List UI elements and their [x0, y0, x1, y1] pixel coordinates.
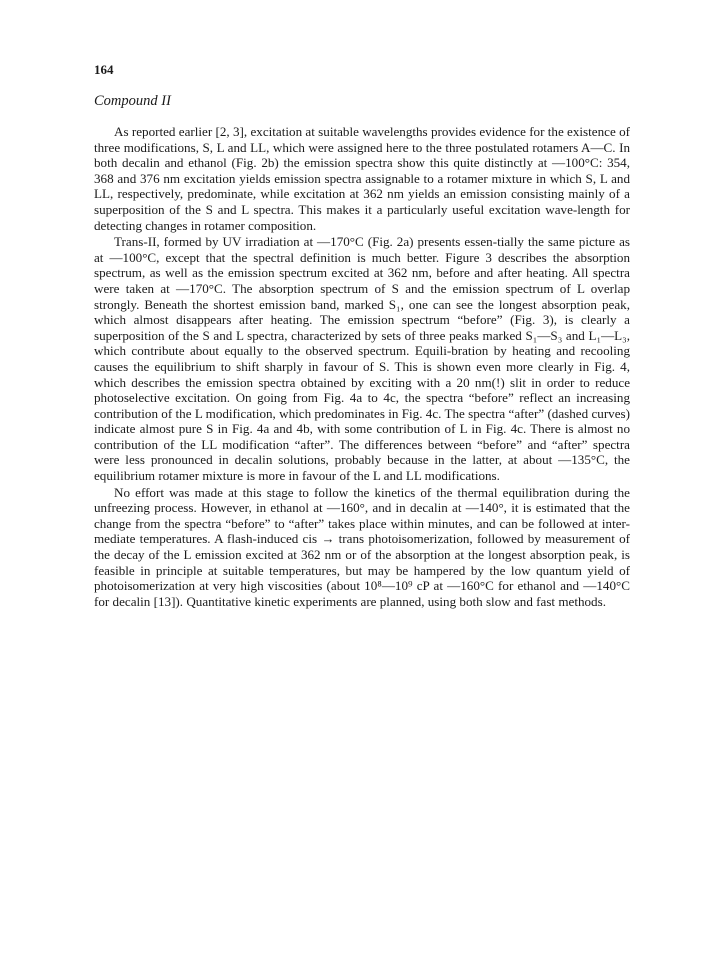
paragraph: No effort was made at this stage to follow the kinetics of the thermal equilibration during the unfreezing process. However, in ethanol at —160°, and in decalin at —140°, it is estimated that the change from the spectra “before” to “after” takes place within minutes, and can be followed at inter-mediate temperatures. A flash-induced cis → trans photoisomerization, followed by measurement of the decay of the L emission excited at 362 nm or of the absorption at the longest absorption peak, is feasible in principle at suitable temperatures, but may be hampered by the low quantum yield of photoisomerization at very high viscosities (about 10⁸—10⁹ cP at —160°C for ethanol and —140°C for decalin [13]). Quantitative kinetic experiments are planned, using both slow and fast methods. [94, 484, 630, 609]
body-text [94, 124, 630, 609]
section-heading: Compound II [94, 93, 171, 109]
paragraph: Trans-II, formed by UV irradiation at —170°C (Fig. 2a) presents essen-tially the same picture as at —100°C, except that the spectral definition is much better. Figure 3 describes the absorption spectrum, as well as the emission spectrum excited at 362 nm, before and after heating. All spectra were taken at —170°C. The absorption spectrum of S and the emission spectrum of L overlap strongly. Beneath the shortest emission band, marked S₁, one can see the longest absorption peak, which almost disappears after heating. The emission spectrum “before” (Fig. 3), is clearly a superposition of the S and L spectra, characterized by sets of three peaks marked S₁—S₃ and L₁—L₃, which contribute about equally to the observed spectrum. Equili-bration by heating and recooling causes the equilibrium to shift sharply in favour of S. This is shown even more clearly in Fig. 4, which describes the emission spectra obtained by exciting with a 20 nm(!) slit in order to reduce photoselective excitation. On going from Fig. 4a to 4c, the spectra “before” reflect an increasing contribution of the L modification, which predominates in Fig. 4c. The spectra “after” (dashed curves) indicate almost pure S in Fig. 4a and 4b, with some contribution of L in Fig. 4c. There is almost no contribution of the LL modification “after”. The differences between “before” and “after” spectra were less pronounced in decalin solutions, probably because in the latter, at about —135°C, the equilibrium rotamer mixture is more in favour of the L and LL modifications. [94, 234, 630, 484]
paragraph: As reported earlier [2, 3], excitation at suitable wavelengths provides evidence for the existence of three modifications, S, L and LL, which were assigned here to the three postulated rotamers A—C. In both decalin and ethanol (Fig. 2b) the emission spectra show this quite distinctly at —100°C: 354, 368 and 376 nm excitation yields emission spectra assignable to a rotamer mixture in which S, L and LL, respectively, predominate, while excitation at 362 nm yields an emission consisting mainly of a superposition of the S and L spectra. This makes it a particularly useful excitation wave-length for detecting changes in rotamer composition. [94, 124, 630, 233]
page-number: 164 [94, 62, 114, 77]
